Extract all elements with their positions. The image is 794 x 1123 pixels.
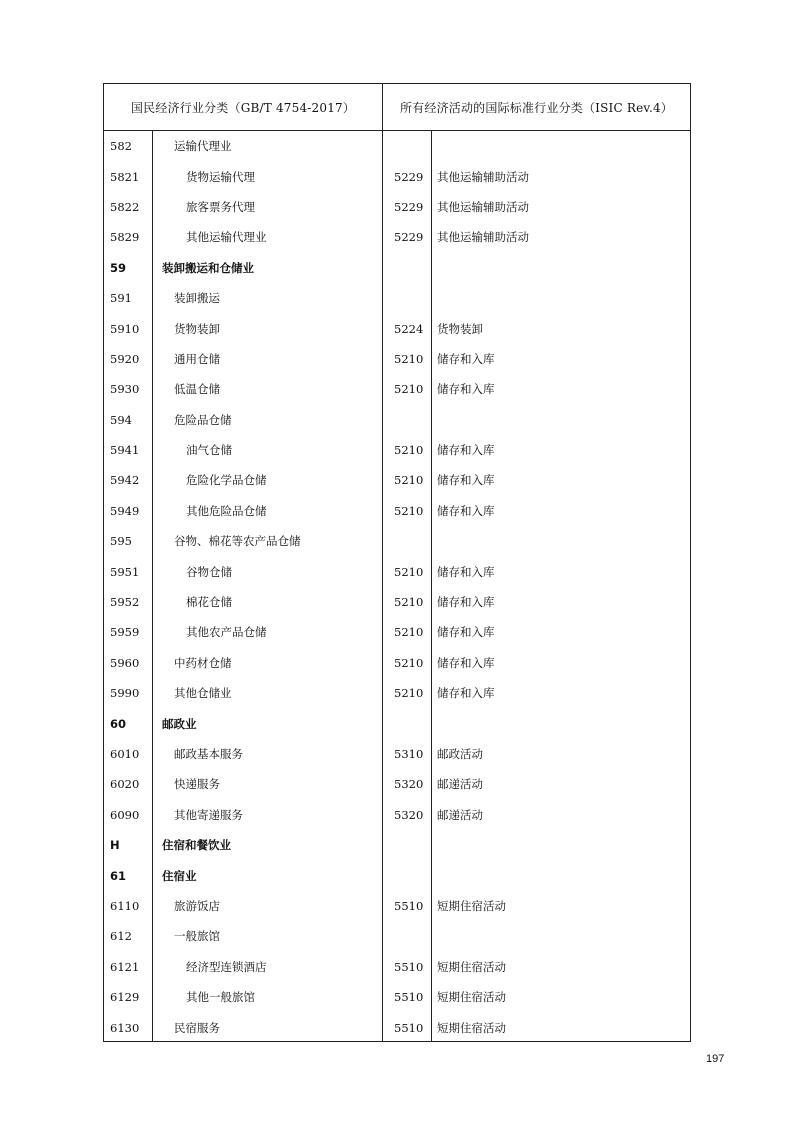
table-row xyxy=(104,465,690,495)
isic-code: 5210 xyxy=(394,473,424,488)
gb-code: 5920 xyxy=(110,351,140,366)
isic-name: 邮政活动 xyxy=(437,747,483,761)
table-row xyxy=(104,222,690,252)
gb-name: 低温仓储 xyxy=(174,382,220,397)
gb-code: 5942 xyxy=(110,473,140,488)
gb-name: 住宿和餐饮业 xyxy=(162,838,231,853)
gb-name: 油气仓储 xyxy=(186,443,232,458)
page-number: 197 xyxy=(706,1053,725,1065)
table-row xyxy=(104,556,690,586)
table-row xyxy=(104,921,690,951)
gb-name: 其他危险品仓储 xyxy=(186,503,267,518)
gb-code: 5952 xyxy=(110,595,140,610)
gb-code: 59 xyxy=(110,260,127,275)
gb-code: 5829 xyxy=(110,230,140,245)
table-row xyxy=(104,435,690,465)
gb-code: 61 xyxy=(110,868,127,883)
isic-code: 5310 xyxy=(394,747,424,761)
table-row xyxy=(104,253,690,283)
gb-name: 棉花仓储 xyxy=(186,595,232,610)
isic-code: 5210 xyxy=(394,564,424,579)
isic-code: 5210 xyxy=(394,655,424,670)
gb-code: 6020 xyxy=(110,777,140,792)
table-row xyxy=(104,405,690,435)
gb-name: 中药材仓储 xyxy=(174,655,232,670)
gb-code: 6129 xyxy=(110,990,140,1005)
gb-name: 通用仓储 xyxy=(174,351,220,366)
table-row xyxy=(104,800,690,830)
gb-code: 5951 xyxy=(110,564,140,579)
header-isic: 所有经济活动的国际标准行业分类（ISIC Rev.4） xyxy=(399,100,674,115)
gb-code: 6130 xyxy=(110,1020,140,1035)
isic-code: 5210 xyxy=(394,382,424,397)
table-row xyxy=(104,192,690,222)
table-row xyxy=(104,131,690,161)
gb-code: 5959 xyxy=(110,625,140,640)
table-row xyxy=(104,952,690,982)
gb-code: 6090 xyxy=(110,807,140,822)
isic-code: 5229 xyxy=(394,230,424,245)
gb-name: 谷物、棉花等农产品仓储 xyxy=(174,534,301,549)
table-row xyxy=(104,496,690,526)
isic-code: 5210 xyxy=(394,625,424,640)
gb-code: 5910 xyxy=(110,321,140,336)
isic-name: 储存和入库 xyxy=(437,625,495,640)
gb-name: 货物装卸 xyxy=(174,321,220,336)
gb-name: 邮政基本服务 xyxy=(174,747,243,761)
gb-name: 其他寄递服务 xyxy=(174,807,243,822)
isic-name: 邮递活动 xyxy=(437,777,483,792)
isic-code: 5224 xyxy=(394,321,424,336)
gb-name: 快递服务 xyxy=(174,777,220,792)
isic-name: 货物装卸 xyxy=(437,321,483,336)
table-row xyxy=(104,739,690,769)
isic-name: 储存和入库 xyxy=(437,443,495,458)
gb-code: 582 xyxy=(110,139,132,154)
gb-code: 6121 xyxy=(110,959,140,974)
gb-name: 谷物仓储 xyxy=(186,564,232,579)
gb-code: 5822 xyxy=(110,199,140,214)
isic-code: 5210 xyxy=(394,595,424,610)
table-row xyxy=(104,283,690,313)
table-row xyxy=(104,648,690,678)
gb-code: H xyxy=(110,838,120,853)
header-gb: 国民经济行业分类（GB/T 4754-2017） xyxy=(130,100,356,115)
gb-name: 邮政业 xyxy=(162,716,197,731)
gb-name: 危险品仓储 xyxy=(174,412,232,427)
table-row xyxy=(104,161,690,191)
isic-name: 储存和入库 xyxy=(437,595,495,610)
isic-code: 5210 xyxy=(394,503,424,518)
table-row xyxy=(104,587,690,617)
gb-name: 住宿业 xyxy=(162,868,197,883)
gb-code: 6010 xyxy=(110,747,140,761)
gb-code: 595 xyxy=(110,534,132,549)
isic-name: 其他运输辅助活动 xyxy=(437,169,529,184)
gb-name: 装卸搬运和仓储业 xyxy=(162,260,254,275)
table-body xyxy=(104,131,690,1043)
isic-name: 储存和入库 xyxy=(437,382,495,397)
gb-code: 594 xyxy=(110,412,132,427)
isic-code: 5320 xyxy=(394,807,424,822)
isic-code: 5510 xyxy=(394,898,424,913)
isic-code: 5320 xyxy=(394,777,424,792)
isic-name: 储存和入库 xyxy=(437,655,495,670)
gb-code: 5960 xyxy=(110,655,140,670)
isic-name: 储存和入库 xyxy=(437,564,495,579)
isic-name: 短期住宿活动 xyxy=(437,990,506,1005)
table-row xyxy=(104,678,690,708)
gb-code: 60 xyxy=(110,716,127,731)
isic-code: 5510 xyxy=(394,959,424,974)
gb-name: 其他仓储业 xyxy=(174,686,232,701)
gb-name: 运输代理业 xyxy=(174,139,232,154)
isic-code: 5210 xyxy=(394,351,424,366)
isic-code: 5510 xyxy=(394,1020,424,1035)
isic-name: 储存和入库 xyxy=(437,351,495,366)
gb-code: 5930 xyxy=(110,382,140,397)
gb-code: 5990 xyxy=(110,686,140,701)
isic-code: 5510 xyxy=(394,990,424,1005)
gb-code: 5949 xyxy=(110,503,140,518)
gb-code: 591 xyxy=(110,291,132,306)
isic-name: 储存和入库 xyxy=(437,686,495,701)
isic-name: 短期住宿活动 xyxy=(437,959,506,974)
isic-name: 邮递活动 xyxy=(437,807,483,822)
isic-name: 储存和入库 xyxy=(437,503,495,518)
gb-name: 危险化学品仓储 xyxy=(186,473,267,488)
classification-table xyxy=(103,83,691,1042)
gb-name: 经济型连锁酒店 xyxy=(186,959,267,974)
gb-name: 其他一般旅馆 xyxy=(186,990,255,1005)
gb-name: 一般旅馆 xyxy=(174,929,220,944)
gb-name: 其他农产品仓储 xyxy=(186,625,267,640)
isic-name: 其他运输辅助活动 xyxy=(437,199,529,214)
table-row xyxy=(104,860,690,890)
gb-name: 装卸搬运 xyxy=(174,291,220,306)
gb-code: 612 xyxy=(110,929,132,944)
isic-name: 短期住宿活动 xyxy=(437,898,506,913)
table-row xyxy=(104,1012,690,1042)
table-row xyxy=(104,617,690,647)
gb-name: 旅客票务代理 xyxy=(186,199,255,214)
table-row xyxy=(104,891,690,921)
isic-name: 短期住宿活动 xyxy=(437,1020,506,1035)
isic-code: 5229 xyxy=(394,199,424,214)
isic-code: 5210 xyxy=(394,686,424,701)
gb-name: 旅游饭店 xyxy=(174,898,220,913)
table-row xyxy=(104,374,690,404)
gb-name: 货物运输代理 xyxy=(186,169,255,184)
table-row xyxy=(104,830,690,860)
table-row xyxy=(104,708,690,738)
gb-name: 民宿服务 xyxy=(174,1020,220,1035)
isic-name: 其他运输辅助活动 xyxy=(437,230,529,245)
isic-code: 5229 xyxy=(394,169,424,184)
table-row xyxy=(104,769,690,799)
gb-code: 5941 xyxy=(110,443,140,458)
table-row xyxy=(104,982,690,1012)
table-row xyxy=(104,526,690,556)
table-row xyxy=(104,313,690,343)
gb-code: 6110 xyxy=(110,898,140,913)
gb-name: 其他运输代理业 xyxy=(186,230,267,245)
isic-code: 5210 xyxy=(394,443,424,458)
gb-code: 5821 xyxy=(110,169,140,184)
isic-name: 储存和入库 xyxy=(437,473,495,488)
table-row xyxy=(104,344,690,374)
